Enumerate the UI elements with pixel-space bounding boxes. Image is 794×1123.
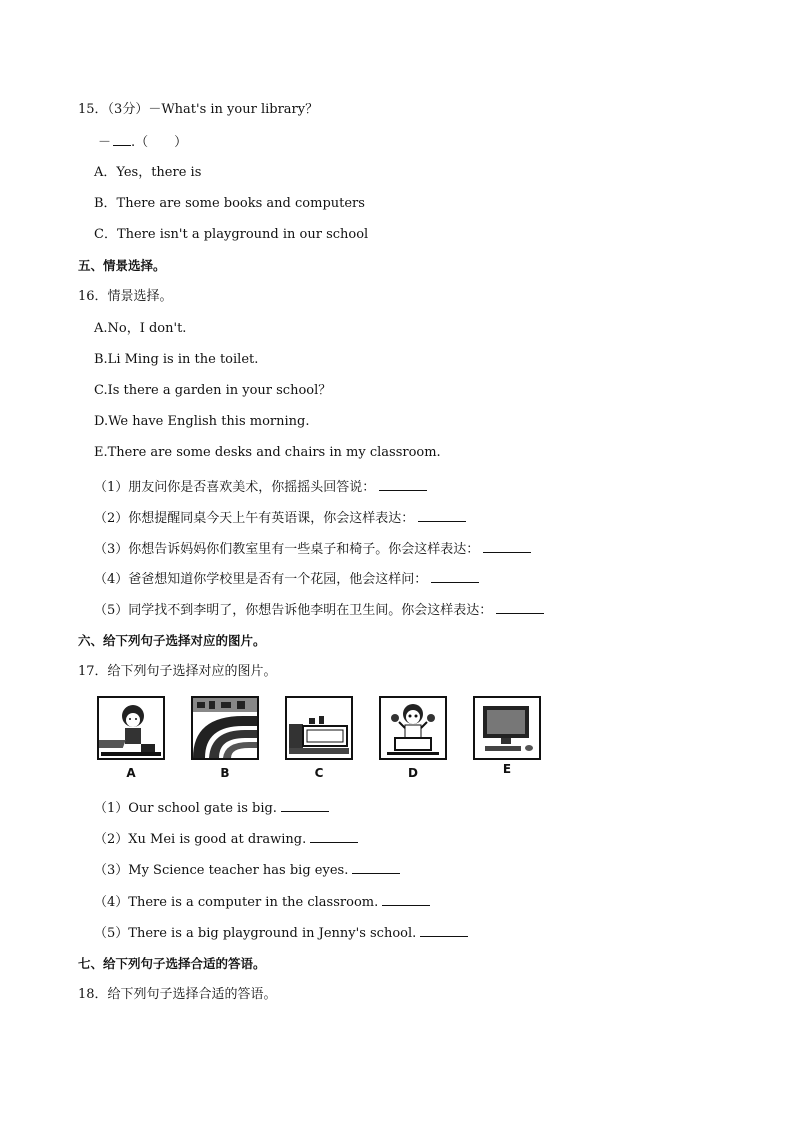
q17-item-3-text: （3）My Science teacher has big eyes. [94, 863, 349, 878]
picture-label-a: A [126, 766, 136, 780]
picture-label-e: E [502, 762, 512, 776]
q16-item-4-blank[interactable] [431, 570, 479, 583]
q15-answer-line [98, 133, 187, 151]
q16-item-3-text: （3）你想告诉妈妈你们教室里有一些桌子和椅子。你会这样表达： [94, 542, 480, 557]
q15-answer-suffix: .（ ） [131, 135, 188, 150]
section-5-heading: 五、情景选择。 [78, 258, 166, 273]
q18-stem: 18．给下列句子选择合适的答语。 [78, 987, 277, 1002]
q17-item-2-text: （2）Xu Mei is good at drawing. [94, 832, 307, 847]
q15-option-c: C．There isn't a playground in our school [94, 227, 369, 242]
q16-item-4 [94, 570, 479, 588]
q17-item-3 [94, 861, 400, 879]
section-6-heading: 六、给下列句子选择对应的图片。 [78, 633, 266, 648]
q15-answer-prefix: － [98, 135, 112, 150]
q16-item-3-blank[interactable] [483, 540, 531, 553]
q15-stem: 15．（3分）－What's in your library？ [78, 102, 319, 117]
q16-option-e: E.There are some desks and chairs in my classroom. [94, 445, 441, 460]
q17-stem: 17．给下列句子选择对应的图片。 [78, 664, 277, 679]
teacher-big-eyes-icon [379, 696, 447, 760]
q16-item-1-text: （1）朋友问你是否喜欢美术，你摇摇头回答说： [94, 480, 376, 495]
q16-option-b: B.Li Ming is in the toilet. [94, 352, 259, 367]
q17-item-5-text: （5）There is a big playground in Jenny's school. [94, 926, 417, 941]
q17-item-4-blank[interactable] [382, 893, 430, 906]
q16-option-a: A.No，I don't. [94, 321, 187, 336]
q16-item-5-text: （5）同学找不到李明了，你想告诉他李明在卫生间。你会这样表达： [94, 603, 493, 618]
q17-picture-row [97, 696, 557, 786]
child-drawing-icon [97, 696, 165, 760]
q16-item-2-text: （2）你想提醒同桌今天上午有英语课，你会这样表达： [94, 511, 415, 526]
q16-stem: 16．情景选择。 [78, 289, 173, 304]
picture-label-b: B [220, 766, 230, 780]
q16-item-2 [94, 509, 466, 527]
q15-option-a: A．Yes，there is [94, 165, 202, 180]
q16-item-4-text: （4）爸爸想知道你学校里是否有一个花园，他会这样问： [94, 572, 428, 587]
q17-item-3-blank[interactable] [352, 861, 400, 874]
picture-label-d: D [408, 766, 418, 780]
school-gate-icon [285, 696, 353, 760]
q17-item-4-text: （4）There is a computer in the classroom. [94, 895, 379, 910]
q16-option-c: C.Is there a garden in your school？ [94, 383, 332, 398]
section-7-heading: 七、给下列句子选择合适的答语。 [78, 956, 266, 971]
picture-label-c: C [314, 766, 324, 780]
playground-track-icon [191, 696, 259, 760]
q17-item-5 [94, 924, 468, 942]
q17-item-2-blank[interactable] [310, 830, 358, 843]
q17-item-1-text: （1）Our school gate is big. [94, 801, 277, 816]
q17-item-1 [94, 799, 329, 817]
q16-item-3 [94, 540, 531, 558]
q17-item-5-blank[interactable] [420, 924, 468, 937]
q17-item-1-blank[interactable] [281, 799, 329, 812]
q17-item-2 [94, 830, 358, 848]
q16-item-1 [94, 478, 427, 496]
q16-item-2-blank[interactable] [418, 509, 466, 522]
q17-item-4 [94, 893, 430, 911]
q15-answer-blank[interactable] [113, 133, 131, 146]
q15-option-b: B．There are some books and computers [94, 196, 365, 211]
q16-option-d: D.We have English this morning. [94, 414, 310, 429]
q16-item-5 [94, 601, 544, 619]
computer-icon [473, 696, 541, 760]
q16-item-1-blank[interactable] [379, 478, 427, 491]
q16-item-5-blank[interactable] [496, 601, 544, 614]
